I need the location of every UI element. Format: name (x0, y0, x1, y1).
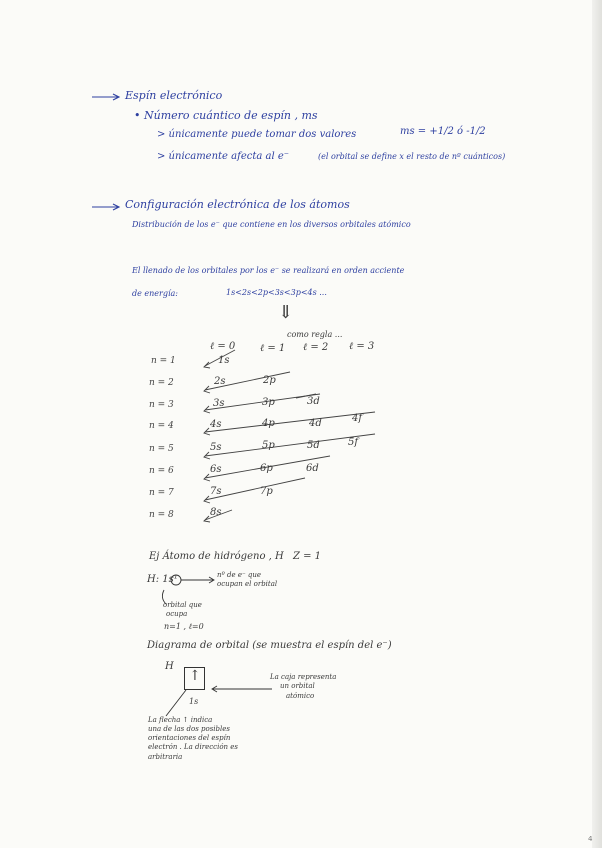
box-note-1: La caja representa (270, 673, 337, 681)
l-label-0: ℓ = 0 (210, 341, 236, 352)
orbital-6s: 6s (210, 464, 222, 475)
arrow-note-4: electrón . La dirección es (148, 743, 239, 751)
rule-note: como regla ... (287, 330, 343, 339)
config-line1: Distribución de los e⁻ que contiene en los diversos orbitales atómico (132, 220, 411, 229)
spin-bullet: • Número cuántico de espín , ms (134, 109, 318, 122)
orbital-7s: 7s (210, 486, 222, 497)
orbital-5p: 5p (262, 440, 275, 451)
hydrogen-note-below-2: ocupa (166, 610, 188, 618)
arrow-note-2: una de las dos posibles (148, 725, 230, 733)
box-note-2: un orbital (280, 682, 315, 690)
orbital-3p: 3p (262, 397, 275, 408)
orbital-4s: 4s (210, 419, 222, 430)
config-heading: Configuración electrónica de los átomos (125, 198, 350, 211)
n-label-5: n = 5 (149, 444, 174, 454)
config-sequence: 1s<2s<2p<3s<3p<4s ... (226, 288, 327, 297)
arrow-note-3: orientaciones del espín (148, 734, 231, 742)
orbital-diagram-1s: 1s (189, 697, 199, 706)
n-label-4: n = 4 (149, 421, 174, 431)
orbital-1s: 1s (218, 355, 230, 366)
spin-up-arrow-icon: ↑ (189, 668, 201, 684)
config-fill2: de energía: (132, 289, 178, 298)
spin-heading: Espín electrónico (125, 89, 223, 102)
orbital-5f: 5f (348, 437, 359, 448)
config-fill1: El llenado de los orbitales por los e⁻ se realizará en orden acciente (132, 266, 405, 275)
hydrogen-z: Z = 1 (293, 551, 322, 562)
orbital-5d: 5d (307, 440, 320, 451)
n-label-7: n = 7 (149, 488, 174, 498)
arrow-note-5: arbitraria (148, 753, 183, 761)
hydrogen-note-right-1: nº de e⁻ que (217, 571, 262, 579)
orbital-2s: 2s (214, 376, 226, 387)
orbital-diagram-atom: H (165, 661, 174, 672)
spin-line2: > únicamente afecta al e⁻ (157, 151, 290, 162)
n-label-2: n = 2 (149, 378, 174, 388)
hydrogen-note-right-2: ocupan el orbital (217, 580, 278, 588)
arrow-note-1: La flecha ↑ indica (148, 716, 213, 724)
hydrogen-note-below-1: orbital que (163, 601, 202, 609)
down-arrow-icon: ⇓ (278, 302, 294, 323)
orbital-8s: 8s (210, 507, 222, 518)
orbital-3d: 3d (307, 396, 320, 407)
n-label-6: n = 6 (149, 466, 174, 476)
orbital-6d: 6d (306, 463, 319, 474)
l-label-2: ℓ = 2 (303, 342, 329, 353)
l-label-3: ℓ = 3 (349, 341, 375, 352)
orbital-3s: 3s (213, 398, 225, 409)
hydrogen-quantum: n=1 , ℓ=0 (164, 622, 204, 631)
orbital-4d: 4d (309, 418, 322, 429)
orbital-4p: 4p (262, 418, 275, 429)
l-label-1: ℓ = 1 (260, 343, 286, 354)
spin-note: (el orbital se define x el resto de nº cuánticos) (318, 152, 506, 161)
hydrogen-config: H: 1s¹ (147, 574, 178, 585)
orbital-diagram-title: Diagrama de orbital (se muestra el espín del e⁻) (147, 640, 392, 651)
box-note-3: atómico (286, 692, 315, 700)
n-label-8: n = 8 (149, 510, 174, 520)
page-number: 4 (588, 835, 593, 843)
orbital-6p: 6p (260, 463, 273, 474)
orbital-2p: 2p (263, 375, 276, 386)
page-edge (592, 0, 602, 848)
orbital-5s: 5s (210, 442, 222, 453)
orbital-7p: 7p (260, 486, 273, 497)
spin-line1: > únicamente puede tomar dos valores (157, 129, 357, 140)
hydrogen-title: Ej Átomo de hidrógeno , H (149, 551, 284, 562)
orbital-4f: 4f (352, 413, 363, 424)
n-label-1: n = 1 (151, 356, 176, 366)
n-label-3: n = 3 (149, 400, 174, 410)
spin-values: ms = +1/2 ó -1/2 (400, 126, 486, 137)
